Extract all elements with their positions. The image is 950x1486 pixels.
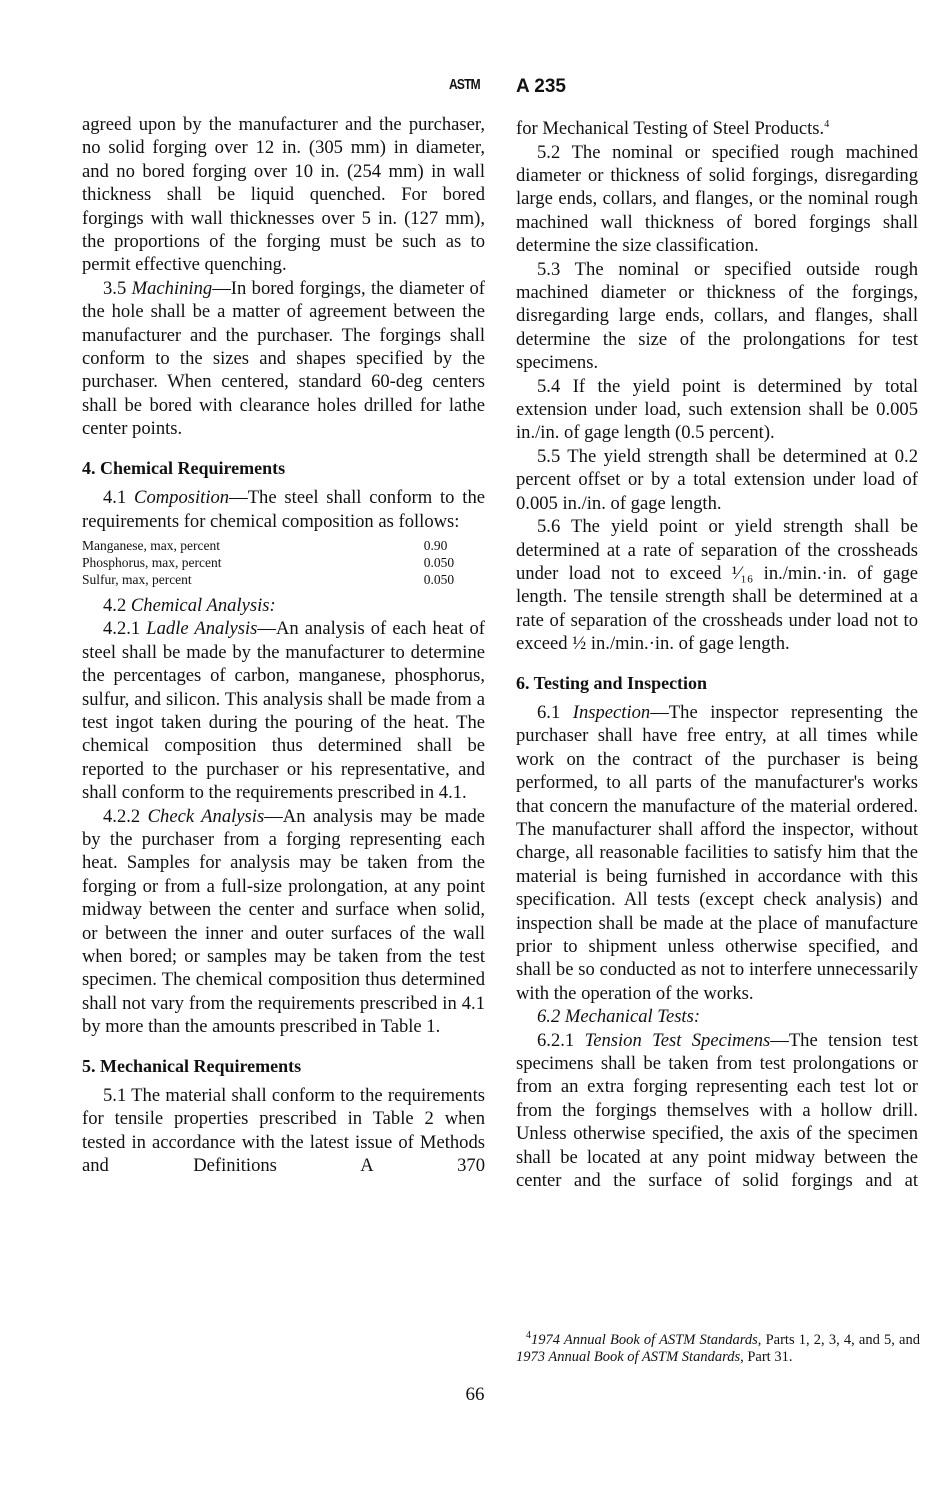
left-column [82, 113, 485, 1178]
text-run: 5.2 The nominal or specified rough machined diameter or thickness of solid forgings, disregarding large ends, collars, and flanges, or the nominal rough machined wall thickness of bored forgings shall determine the size classification. [516, 141, 918, 257]
text-run: 4.2 [103, 594, 131, 616]
text-run: 5.3 The nominal or specified outside rough machined diameter or thickness of the forgings, disregarding large ends, collars, and flanges, shall determine the size of the prolongations for test specimens. [516, 258, 918, 374]
text-run: —The tension test specimens shall be taken from test prolongations or from an extra forging representing each test lot or from the forgings themselves with a hollow drill. Unless otherwise specified, the axis of the specimen shall be located at any point midway between the center and the surface of solid forgings and at [516, 1029, 918, 1192]
text-run: —An analysis of each heat of steel shall be made by the manufacturer to determine the percentages of carbon, manganese, phosphorus, sulfur, and silicon. This analysis shall be made from a test ingot taken during the pouring of the heat. The chemical composition thus determined shall be reported to the purchaser or his representative, and shall conform to the requirements prescribed in 4.1. [82, 618, 485, 804]
text-run: 5.4 If the yield point is determined by total extension under load, such extension shall be 0.005 in./in. of gage length (0.5 percent). [516, 375, 918, 444]
text-run: —The inspector representing the purchaser shall have free entry, at all times while work on the contract of the purchaser is being performed, to all parts of the manufacturer's works that concern the manufacture of the material ordered. The manufacturer shall afford the inspector, without charge, all reasonable facilities to satisfy him that the material is being furnished in accordance with this specification. All tests (except check analysis) and inspection shall be made at the place of manufacture prior to shipment unless otherwise specified, and shall be so conducted as not to interfere unnecessarily with the operation of the works. [516, 701, 918, 1004]
text-run: 3.5 [103, 277, 132, 299]
italic-text: 1974 Annual Book of ASTM Standards [531, 1331, 758, 1348]
italic-text: Machining [131, 277, 213, 299]
standard-designation: A 235 [516, 76, 566, 97]
paragraph [516, 141, 918, 258]
paragraph [82, 1084, 485, 1178]
right-column [516, 113, 918, 1192]
paragraph [516, 445, 918, 515]
text-run: 6.2.1 [537, 1029, 585, 1051]
italic-text: Tension Test Specimens [584, 1029, 771, 1051]
italic-text: 1973 Annual Book of ASTM Standards [516, 1348, 741, 1365]
italic-text: Inspection [572, 701, 651, 723]
text-run: 4.1 [103, 487, 135, 509]
text-run: agreed upon by the manufacturer and the purchaser, no solid forging over 12 in. (305 mm) in diameter, and no bored forging over 10 in. (254 mm) in wall thickness shall be liquid quenched. For bored forgings with wall thicknesses over 5 in. (127 mm), the proportions of the forging must be such as to permit effective quenching. [82, 114, 485, 276]
text-run: 4.2.1 [103, 618, 147, 640]
text-run: 4. Chemical Requirements [82, 457, 286, 478]
text-run: 4.2.2 [103, 805, 148, 827]
text-run: 6.1 [537, 701, 573, 723]
paragraph [516, 1005, 918, 1028]
paragraph [82, 617, 485, 804]
text-run: 5.1 The material shall conform to the requirements for tensile properties prescribed in Table 2 when tested in accordance with the latest issue of Methods and Definitions A 370 [82, 1085, 485, 1177]
text-run: —The steel shall conform to the requirements for chemical composition as follows: [82, 487, 485, 532]
element-value: 0.90 [423, 537, 448, 553]
element-value: 0.050 [423, 571, 455, 587]
italic-text: Ladle Analysis [146, 618, 258, 640]
paragraph [82, 486, 485, 533]
paragraph [82, 594, 485, 617]
footnote [516, 1327, 920, 1366]
text-run: 5.5 The yield strength shall be determined at 0.2 percent offset or by a total extension under load of 0.005 in./in. of gage length. [516, 445, 918, 514]
section-heading [82, 457, 485, 480]
element-label: Phosphorus, max, percent [82, 554, 222, 570]
italic-text: Check Analysis [147, 805, 265, 827]
footnote-marker: 4 [526, 1330, 531, 1341]
paragraph [82, 113, 485, 277]
paragraph [516, 113, 918, 141]
section-heading [516, 672, 918, 695]
text-run: for Mechanical Testing of Steel Products. [516, 118, 825, 140]
paragraph [516, 1029, 918, 1193]
text-run: —An analysis may be made by the purchaser from a forging representing each heat. Samples for analysis may be taken from the forging or from a full-size prolongation, at any point midway between the center and surface when solid, or between the inner and outer surfaces of the wall when bored; or samples may be taken from the test specimen. The chemical composition thus determined shall not vary from the requirements prescribed in 4.1 by more than the amounts prescribed in Table 1. [82, 805, 485, 1038]
paragraph [516, 375, 918, 445]
page-number: 66 [465, 1384, 485, 1405]
paragraph [82, 277, 485, 441]
element-label: Manganese, max, percent [82, 537, 220, 553]
text-run: , Parts 1, 2, 3, 4, and 5, and [757, 1331, 920, 1348]
table-row [82, 537, 485, 554]
composition-table [82, 537, 485, 588]
paragraph [82, 805, 485, 1039]
text-run: 5. Mechanical Requirements [82, 1055, 302, 1076]
page-header [0, 72, 950, 108]
italic-text: 6.2 Mechanical Tests: [537, 1006, 701, 1028]
footnote-ref: 4 [824, 119, 830, 130]
table-row [82, 571, 485, 588]
paragraph [516, 701, 918, 1005]
italic-text: Composition [134, 487, 230, 509]
element-label: Sulfur, max, percent [82, 571, 192, 587]
text-run: , Part 31. [740, 1348, 793, 1365]
paragraph [516, 258, 918, 375]
text-run: —In bored forgings, the diameter of the hole shall be a matter of agreement between the manufacturer and the purchaser. The forgings shall conform to the sizes and shapes specified by the purchaser. When centered, standard 60-deg centers shall be bored with clearance holes drilled for lathe center points. [82, 277, 485, 440]
element-value: 0.050 [423, 554, 455, 570]
section-heading [82, 1055, 485, 1078]
italic-text: Chemical Analysis: [130, 594, 276, 616]
astm-logo: ASTM [449, 76, 480, 93]
text-run: 5.6 The yield point or yield strength shall be determined at a rate of separation of the crossheads under load not to exceed ¹⁄₁₆ in./min.·in. of gage length. The tensile strength shall be determined at a rate of separation of the crossheads under load not to exceed ½ in./min.·in. of gage length. [516, 516, 918, 655]
paragraph [516, 515, 918, 655]
text-run: 6. Testing and Inspection [516, 672, 708, 693]
table-row [82, 554, 485, 571]
